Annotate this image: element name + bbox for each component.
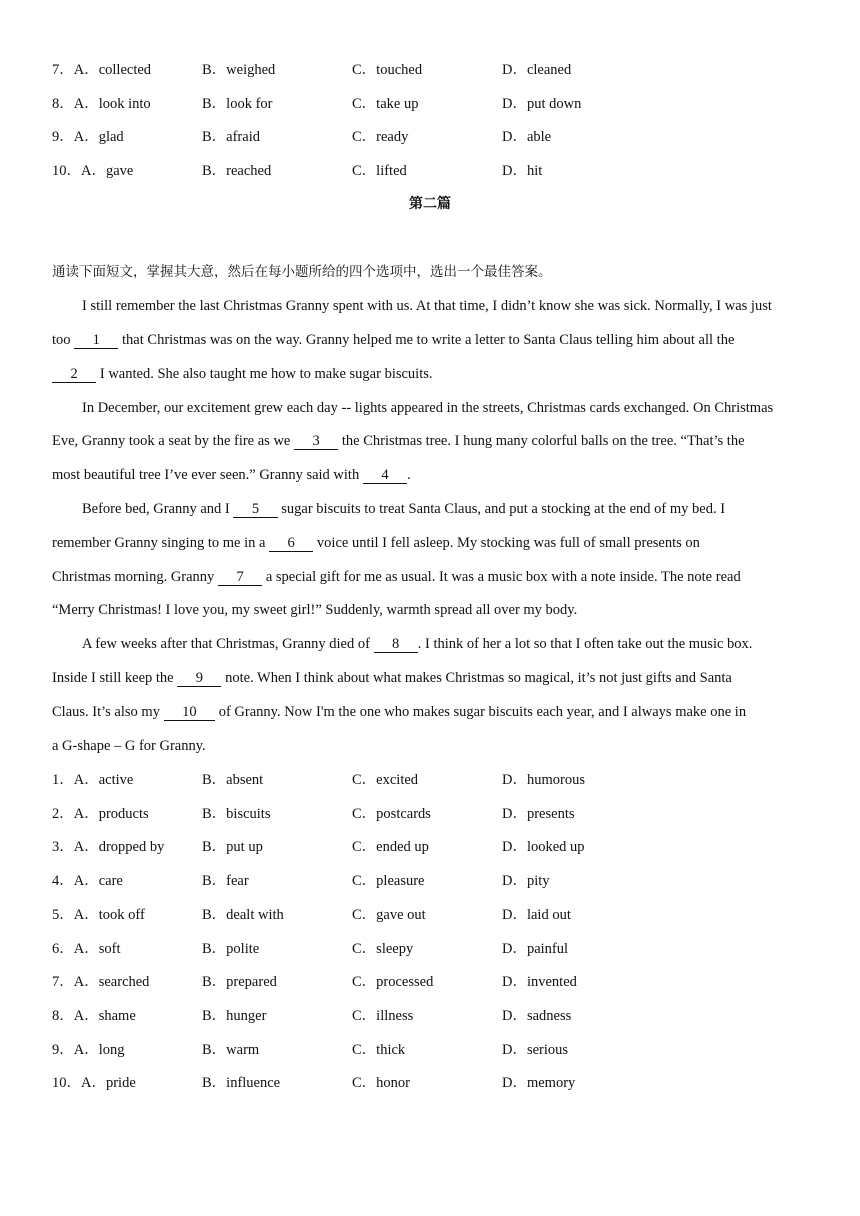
option-b[interactable]: B．look for [202,95,273,112]
passage-line: Christmas morning. Granny 7 a special gift for me as usual. It was a music box with a note inside. The note read [52,569,741,585]
option-b[interactable]: B．afraid [202,129,260,146]
blank-1: 1 [74,332,118,349]
option-c[interactable]: C．take up [352,95,419,112]
blank-4: 4 [363,467,407,484]
option-a[interactable]: A．gave [81,163,134,180]
option-b[interactable]: B．hunger [202,1007,267,1024]
question-number-option-a [52,770,133,790]
question-number-option-a [52,871,123,891]
option-b[interactable]: B．biscuits [202,805,271,822]
option-b[interactable]: B．warm [202,1041,260,1058]
question-number-option-a [52,127,124,147]
option-c[interactable]: C．excited [352,772,419,788]
option-b[interactable]: B．absent [202,772,264,788]
question-number: 2． [52,805,74,822]
question-number-option-a [52,939,120,959]
question-number: 10． [52,163,81,180]
section-title: 第二篇 [409,196,451,212]
option-c[interactable]: C．ended up [352,839,429,856]
passage-line: remember Granny singing to me in a 6 voice until I fell asleep. My stocking was full of small presents on [52,535,700,551]
option-row [52,161,812,181]
blank-7: 7 [218,569,262,586]
question-number: 1． [52,772,74,788]
option-a[interactable]: A．products [73,805,149,822]
question-number: 7． [52,974,74,991]
option-d[interactable]: D．laid out [502,906,571,923]
question-number: 9． [52,129,74,146]
option-d[interactable]: D．able [502,129,552,146]
passage-line: Inside I still keep the 9 note. When I think about what makes Christmas so magical, it’s not just gifts and Santa [52,670,732,686]
option-c[interactable]: C．sleepy [352,940,414,957]
blank-3: 3 [294,433,338,450]
question-number-option-a [52,1040,125,1060]
question-number-option-a [52,837,164,857]
option-row [52,1006,812,1026]
option-row [52,972,812,992]
question-number-option-a [52,94,151,114]
blank-6: 6 [269,535,313,552]
question-number: 8． [52,1007,74,1024]
question-number: 7． [52,62,74,78]
option-d[interactable]: D．humorous [502,772,585,788]
question-number: 3． [52,839,74,856]
passage-line: Claus. It’s also my 10 of Granny. Now I'm the one who makes sugar biscuits each year, and I always make one in [52,704,747,720]
option-d[interactable]: D．put down [502,95,582,112]
passage-line: “Merry Christmas! I love you, my sweet girl!” Suddenly, warmth spread all over my body. [52,602,578,618]
passage-line: too 1 that Christmas was on the way. Granny helped me to write a letter to Santa Claus telling him about all the [52,332,735,348]
option-c[interactable]: C．gave out [352,906,426,923]
option-row [52,94,812,114]
option-b[interactable]: B．weighed [202,62,276,78]
option-row [52,939,812,959]
passage-line: I still remember the last Christmas Granny spent with us. At that time, I didn’t know she was sick. Normally, I was just [82,298,772,314]
blank-2: 2 [52,366,96,383]
option-c[interactable]: C．lifted [352,163,407,180]
option-c[interactable]: C．ready [352,129,409,146]
option-b[interactable]: B．dealt with [202,906,284,923]
option-a[interactable]: A．took off [73,906,145,923]
question-number: 8． [52,95,74,112]
question-number-option-a [52,1006,136,1026]
option-row [52,1040,812,1060]
option-d[interactable]: D．cleaned [502,62,572,78]
option-d[interactable]: D．pity [502,873,550,890]
passage-line: most beautiful tree I’ve ever seen.” Granny said with 4 . [52,467,411,483]
option-d[interactable]: D．sadness [502,1007,572,1024]
option-row [52,1073,812,1093]
option-d[interactable]: D．looked up [502,839,585,856]
question-number-option-a [52,905,145,925]
option-d[interactable]: D．invented [502,974,577,991]
option-row [52,127,812,147]
option-row [52,770,812,790]
option-c[interactable]: C．processed [352,974,434,991]
option-b[interactable]: B．prepared [202,974,277,991]
question-number: 5． [52,906,74,923]
option-a[interactable]: A．long [73,1041,125,1058]
option-c[interactable]: C．illness [352,1007,414,1024]
blank-5: 5 [233,501,277,518]
option-a[interactable]: A．collected [73,62,152,78]
blank-10: 10 [164,704,216,721]
option-b[interactable]: B．influence [202,1075,281,1092]
option-c[interactable]: C．honor [352,1075,410,1092]
option-b[interactable]: B．fear [202,873,249,890]
option-c[interactable]: C．postcards [352,805,431,822]
option-row [52,837,812,857]
passage-line: 2 I wanted. She also taught me how to make sugar biscuits. [52,364,433,384]
option-a[interactable]: A．care [73,873,123,890]
option-a[interactable]: A．dropped by [73,839,165,856]
option-d[interactable]: D．painful [502,940,569,957]
question-number-option-a [52,804,149,824]
passage-line: In December, our excitement grew each day -- lights appeared in the streets, Christmas cards exchanged. On Christmas [82,400,774,416]
passage-line: A few weeks after that Christmas, Granny died of 8 . I think of her a lot so that I often take out the music box. [82,636,753,652]
option-a[interactable]: A．soft [73,940,121,957]
option-d[interactable]: D．serious [502,1041,569,1058]
option-a[interactable]: A．searched [73,974,150,991]
option-b[interactable]: B．reached [202,163,272,180]
question-number: 9． [52,1041,74,1058]
option-a[interactable]: A．pride [81,1075,136,1092]
question-number-option-a [52,161,133,181]
question-number-option-a [52,60,151,80]
blank-9: 9 [177,670,221,687]
option-d[interactable]: D．hit [502,163,543,180]
option-c[interactable]: C．thick [352,1041,406,1058]
option-a[interactable]: A．glad [73,129,124,146]
instruction: 通读下面短文，掌握其大意，然后在每小题所给的四个选项中，选出一个最佳答案。 [52,264,552,280]
option-b[interactable]: B．polite [202,940,260,957]
option-row [52,905,812,925]
passage-line: Eve, Granny took a seat by the fire as we 3 the Christmas tree. I hung many colorful balls on the tree. “That’s the [52,433,745,449]
option-b[interactable]: B．put up [202,839,263,856]
option-a[interactable]: A．look into [73,95,151,112]
passage-line: Before bed, Granny and I 5 sugar biscuits to treat Santa Claus, and put a stocking at the end of my bed. I [82,501,726,517]
question-number: 10． [52,1075,81,1092]
option-a[interactable]: A．shame [73,1007,136,1024]
question-number-option-a [52,972,149,992]
option-d[interactable]: D．presents [502,805,575,822]
blank-8: 8 [374,636,418,653]
option-row [52,804,812,824]
option-row [52,60,812,80]
option-row [52,871,812,891]
option-c[interactable]: C．pleasure [352,873,425,890]
question-number: 4． [52,873,74,890]
option-c[interactable]: C．touched [352,62,423,78]
passage-line: a G-shape – G for Granny. [52,738,206,754]
question-number: 6． [52,940,74,957]
question-number-option-a [52,1073,136,1093]
option-d[interactable]: D．memory [502,1075,576,1092]
option-a[interactable]: A．active [73,772,134,788]
